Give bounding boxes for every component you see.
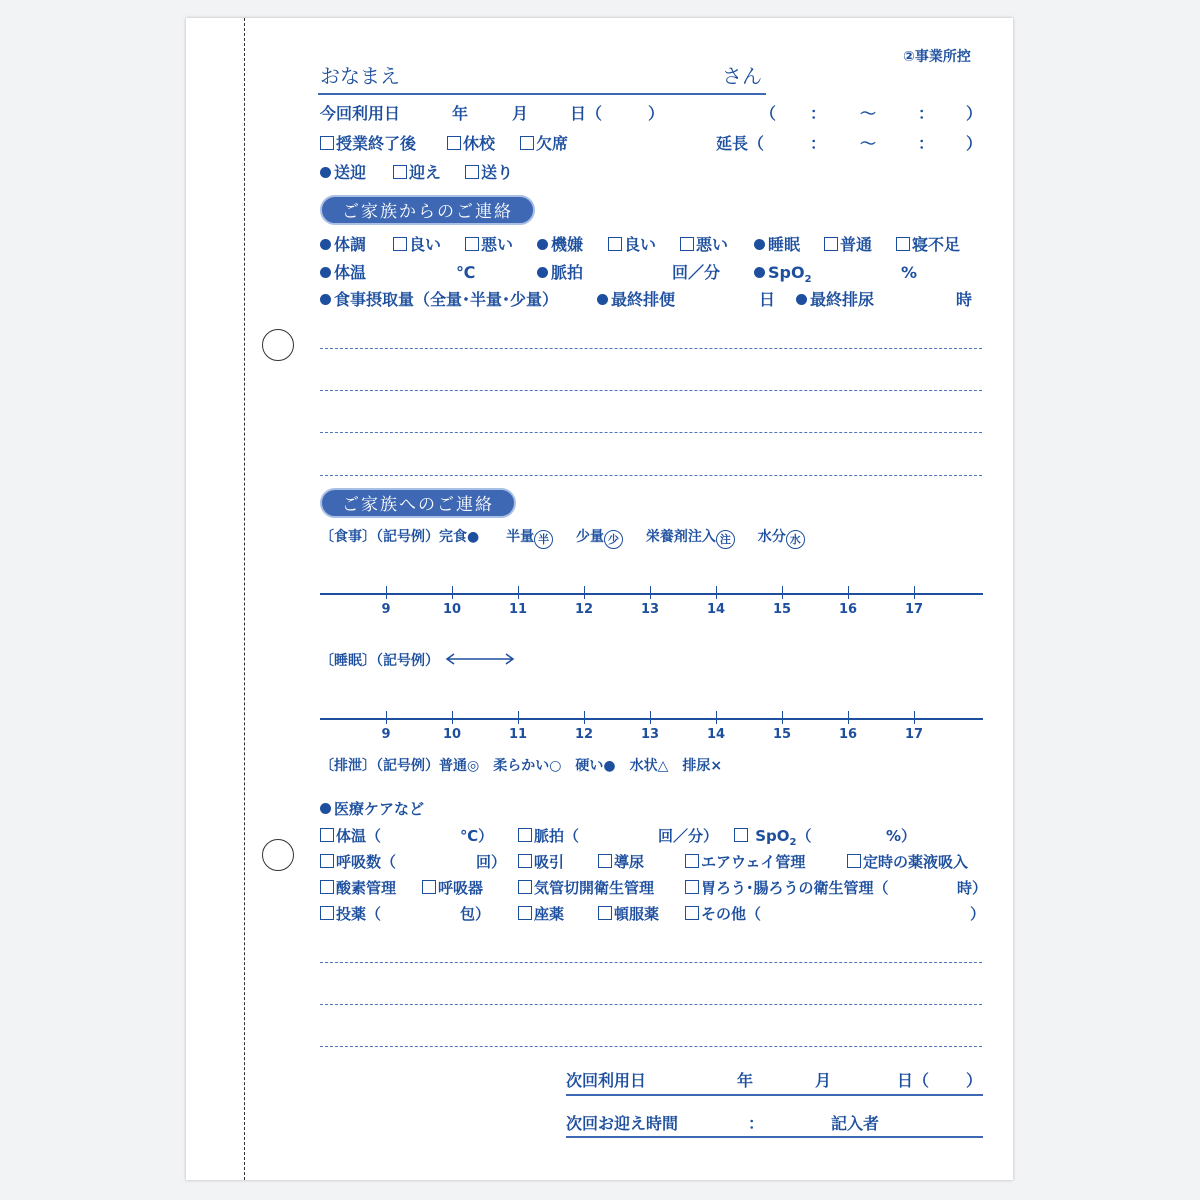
timeline-hour-label: 16 bbox=[838, 602, 858, 617]
timeline-hour-label: 11 bbox=[508, 602, 528, 617]
bullet-icon bbox=[320, 294, 331, 305]
timeline-tick bbox=[452, 586, 453, 599]
meal-timeline[interactable] bbox=[320, 593, 983, 633]
checkbox-icon[interactable] bbox=[465, 165, 479, 179]
bullet-icon bbox=[754, 239, 765, 250]
timeline-hour-label: 10 bbox=[442, 602, 462, 617]
medication-checkbox[interactable]: 投薬（ bbox=[320, 904, 381, 924]
note-line[interactable] bbox=[320, 348, 982, 349]
percent-unit: % bbox=[901, 263, 918, 282]
celsius-close: ℃） bbox=[460, 827, 494, 845]
checkbox-icon[interactable] bbox=[320, 828, 334, 842]
paren-close: ） bbox=[966, 104, 983, 123]
colon: ： bbox=[748, 1114, 765, 1133]
writer-label: 記入者 bbox=[831, 1114, 880, 1133]
bullet-icon bbox=[320, 239, 331, 250]
usage-date-label: 今回利用日 bbox=[320, 104, 401, 123]
timeline-hour-label: 13 bbox=[640, 727, 660, 742]
sleep-timeline[interactable] bbox=[320, 718, 983, 758]
tilde: ～ bbox=[860, 134, 877, 153]
timeline-tick bbox=[782, 711, 783, 724]
bullet-icon bbox=[537, 239, 548, 250]
condition-good-checkbox[interactable]: 良い bbox=[393, 235, 441, 255]
transport-label: 送迎 bbox=[320, 163, 366, 183]
bullet-icon bbox=[320, 803, 331, 814]
times-close: 回） bbox=[476, 853, 507, 871]
checkbox-icon[interactable] bbox=[520, 136, 534, 150]
checkbox-icon[interactable] bbox=[518, 828, 532, 842]
checkbox-icon[interactable] bbox=[320, 136, 334, 150]
checkbox-icon[interactable] bbox=[896, 237, 910, 251]
colon: ： bbox=[810, 134, 827, 153]
temperature-label: 体温 bbox=[320, 263, 366, 283]
gastrostomy-checkbox[interactable]: 胃ろう･腸ろうの衛生管理（ bbox=[685, 878, 889, 898]
sleep-legend: 〔睡眠〕（記号例） bbox=[320, 652, 516, 670]
timeline-hour-label: 13 bbox=[640, 602, 660, 617]
last-bowel-label: 最終排便 bbox=[597, 290, 675, 310]
checkbox-icon[interactable] bbox=[598, 906, 612, 920]
suction-checkbox[interactable]: 吸引 bbox=[518, 852, 564, 872]
excretion-legend: 〔排泄〕（記号例）普通◎ 柔らかい○ 硬い● 水状△ 排尿× bbox=[320, 758, 723, 774]
packet-close: 包） bbox=[460, 905, 491, 923]
timeline-tick bbox=[386, 586, 387, 599]
name-suffix: さん bbox=[722, 64, 762, 88]
paren-close: ） bbox=[648, 104, 665, 123]
next-pickup-label: 次回お迎え時間 bbox=[566, 1114, 679, 1133]
meal-legend: 〔食事〕（記号例）完食● 半量 半 少量 少 栄養剤注入 注 水分 水 bbox=[320, 528, 805, 549]
med-pulse-checkbox[interactable]: 脈拍（ bbox=[518, 826, 579, 846]
extension-label: 延長（ bbox=[716, 134, 765, 153]
timeline-hour-label: 14 bbox=[706, 602, 726, 617]
suppository-checkbox[interactable]: 座薬 bbox=[518, 904, 564, 924]
oxygen-checkbox[interactable]: 酸素管理 bbox=[320, 878, 396, 898]
checkbox-icon[interactable] bbox=[320, 854, 334, 868]
colon: ： bbox=[918, 134, 935, 153]
next-date-label: 次回利用日 bbox=[566, 1071, 647, 1090]
percent-close: %） bbox=[886, 827, 917, 845]
timeline-tick bbox=[650, 711, 651, 724]
month-label: 月 bbox=[512, 104, 529, 123]
checkbox-icon[interactable] bbox=[734, 828, 748, 842]
timeline-tick bbox=[848, 586, 849, 599]
pickup-underline[interactable] bbox=[566, 1136, 983, 1138]
checkbox-icon[interactable] bbox=[422, 880, 436, 894]
checkbox-icon[interactable] bbox=[320, 880, 334, 894]
after-class-checkbox[interactable]: 授業終了後 bbox=[320, 134, 416, 154]
day-label: 日（ bbox=[897, 1071, 930, 1090]
condition-label: 体調 bbox=[320, 235, 366, 255]
name-underline[interactable] bbox=[318, 93, 766, 95]
bullet-icon bbox=[597, 294, 608, 305]
pulse-unit: 回／分 bbox=[672, 263, 721, 282]
checkbox-icon[interactable] bbox=[685, 854, 699, 868]
airway-checkbox[interactable]: エアウェイ管理 bbox=[685, 852, 805, 872]
timeline-hour-label: 9 bbox=[381, 602, 391, 617]
med-spo2-checkbox[interactable]: SpO$_2$（ bbox=[734, 826, 812, 853]
spo2-label: SpO$_2$ bbox=[754, 263, 812, 290]
timeline-tick bbox=[914, 711, 915, 724]
timeline-tick bbox=[518, 586, 519, 599]
checkbox-icon[interactable] bbox=[447, 136, 461, 150]
timeline-hour-label: 14 bbox=[706, 727, 726, 742]
checkbox-icon[interactable] bbox=[465, 237, 479, 251]
timeline-tick bbox=[584, 586, 585, 599]
checkbox-icon[interactable] bbox=[608, 237, 622, 251]
paren-close: ） bbox=[966, 1071, 983, 1090]
timeline-hour-label: 9 bbox=[381, 727, 391, 742]
note-line[interactable] bbox=[320, 390, 982, 391]
inhalation-checkbox[interactable]: 定時の薬液吸入 bbox=[847, 852, 968, 872]
month-label: 月 bbox=[815, 1071, 832, 1090]
dropoff-checkbox[interactable]: 送り bbox=[465, 163, 513, 183]
bullet-icon bbox=[796, 294, 807, 305]
timeline-hour-label: 17 bbox=[904, 602, 924, 617]
checkbox-icon[interactable] bbox=[685, 906, 699, 920]
mood-bad-checkbox[interactable]: 悪い bbox=[680, 235, 728, 255]
catheter-checkbox[interactable]: 導尿 bbox=[598, 852, 644, 872]
timeline-hour-label: 15 bbox=[772, 602, 792, 617]
checkbox-icon[interactable] bbox=[824, 237, 838, 251]
pulse-close: 回／分） bbox=[658, 827, 719, 845]
timeline-tick bbox=[716, 586, 717, 599]
double-arrow-icon bbox=[444, 652, 516, 666]
last-urination-label: 最終排尿 bbox=[796, 290, 874, 310]
hour-close: 時） bbox=[957, 879, 988, 897]
note-line[interactable] bbox=[320, 962, 982, 963]
checkbox-icon[interactable] bbox=[847, 854, 861, 868]
timeline-tick bbox=[518, 711, 519, 724]
absent-checkbox[interactable]: 欠席 bbox=[520, 134, 568, 154]
timeline-hour-label: 17 bbox=[904, 727, 924, 742]
timeline-hour-label: 12 bbox=[574, 727, 594, 742]
med-temp-checkbox[interactable]: 体温（ bbox=[320, 826, 381, 846]
bullet-icon bbox=[537, 267, 548, 278]
ventilator-checkbox[interactable]: 呼吸器 bbox=[422, 878, 483, 898]
timeline-hour-label: 11 bbox=[508, 727, 528, 742]
checkbox-icon[interactable] bbox=[393, 237, 407, 251]
other-checkbox[interactable]: その他（ bbox=[685, 904, 761, 924]
timeline-hour-label: 10 bbox=[442, 727, 462, 742]
condition-bad-checkbox[interactable]: 悪い bbox=[465, 235, 513, 255]
name-label: おなまえ bbox=[320, 64, 400, 88]
timeline-hour-label: 12 bbox=[574, 602, 594, 617]
checkbox-icon[interactable] bbox=[393, 165, 407, 179]
checkbox-icon[interactable] bbox=[518, 906, 532, 920]
tracheostomy-checkbox[interactable]: 気管切開衛生管理 bbox=[518, 878, 654, 898]
prn-medicine-checkbox[interactable]: 頓服薬 bbox=[598, 904, 659, 924]
tilde: ～ bbox=[860, 104, 877, 123]
next-date-underline[interactable] bbox=[566, 1094, 983, 1096]
colon: ： bbox=[918, 104, 935, 123]
pickup-checkbox[interactable]: 迎え bbox=[393, 163, 441, 183]
timeline-hour-label: 16 bbox=[838, 727, 858, 742]
respiration-checkbox[interactable]: 呼吸数（ bbox=[320, 852, 396, 872]
perforation-line bbox=[244, 18, 245, 1180]
binder-hole bbox=[262, 839, 294, 871]
bullet-icon bbox=[754, 267, 765, 278]
paren-open: （ bbox=[760, 104, 777, 123]
checkbox-icon[interactable] bbox=[685, 880, 699, 894]
timeline-tick bbox=[584, 711, 585, 724]
checkbox-icon[interactable] bbox=[518, 854, 532, 868]
timeline-hour-label: 15 bbox=[772, 727, 792, 742]
sleep-label: 睡眠 bbox=[754, 235, 800, 255]
sleep-normal-checkbox[interactable]: 普通 bbox=[824, 235, 872, 255]
paren-close: ） bbox=[970, 905, 986, 923]
copy-label: ②事業所控 bbox=[903, 49, 971, 65]
celsius-unit: ℃ bbox=[456, 263, 476, 282]
checkbox-icon[interactable] bbox=[518, 880, 532, 894]
medical-care-title: 医療ケアなど bbox=[320, 799, 424, 819]
note-line[interactable] bbox=[320, 1004, 982, 1005]
timeline-tick bbox=[914, 586, 915, 599]
timeline-tick bbox=[386, 711, 387, 724]
hour-unit: 時 bbox=[956, 290, 973, 309]
day-label: 日（ bbox=[570, 104, 603, 123]
year-label: 年 bbox=[737, 1071, 754, 1090]
checkbox-icon[interactable] bbox=[680, 237, 694, 251]
bullet-icon bbox=[320, 267, 331, 278]
binder-hole bbox=[262, 329, 294, 361]
timeline-tick bbox=[452, 711, 453, 724]
timeline-tick bbox=[848, 711, 849, 724]
timeline-tick bbox=[782, 586, 783, 599]
note-line[interactable] bbox=[320, 1046, 982, 1047]
sleep-short-checkbox[interactable]: 寝不足 bbox=[896, 235, 960, 255]
bullet-icon bbox=[320, 167, 331, 178]
meal-intake-label: 食事摂取量（全量･半量･少量） bbox=[320, 290, 558, 310]
pulse-label: 脈拍 bbox=[537, 263, 583, 283]
note-line[interactable] bbox=[320, 475, 982, 476]
mood-good-checkbox[interactable]: 良い bbox=[608, 235, 656, 255]
school-closed-checkbox[interactable]: 休校 bbox=[447, 134, 495, 154]
section-to-family: ご家族へのご連絡 bbox=[320, 488, 516, 518]
checkbox-icon[interactable] bbox=[320, 906, 334, 920]
paren-close: ） bbox=[966, 134, 983, 153]
timeline-tick bbox=[716, 711, 717, 724]
day-unit: 日 bbox=[759, 290, 776, 309]
section-from-family: ご家族からのご連絡 bbox=[320, 195, 535, 225]
year-label: 年 bbox=[452, 104, 469, 123]
mood-label: 機嫌 bbox=[537, 235, 583, 255]
colon: ： bbox=[810, 104, 827, 123]
checkbox-icon[interactable] bbox=[598, 854, 612, 868]
timeline-tick bbox=[650, 586, 651, 599]
note-line[interactable] bbox=[320, 432, 982, 433]
